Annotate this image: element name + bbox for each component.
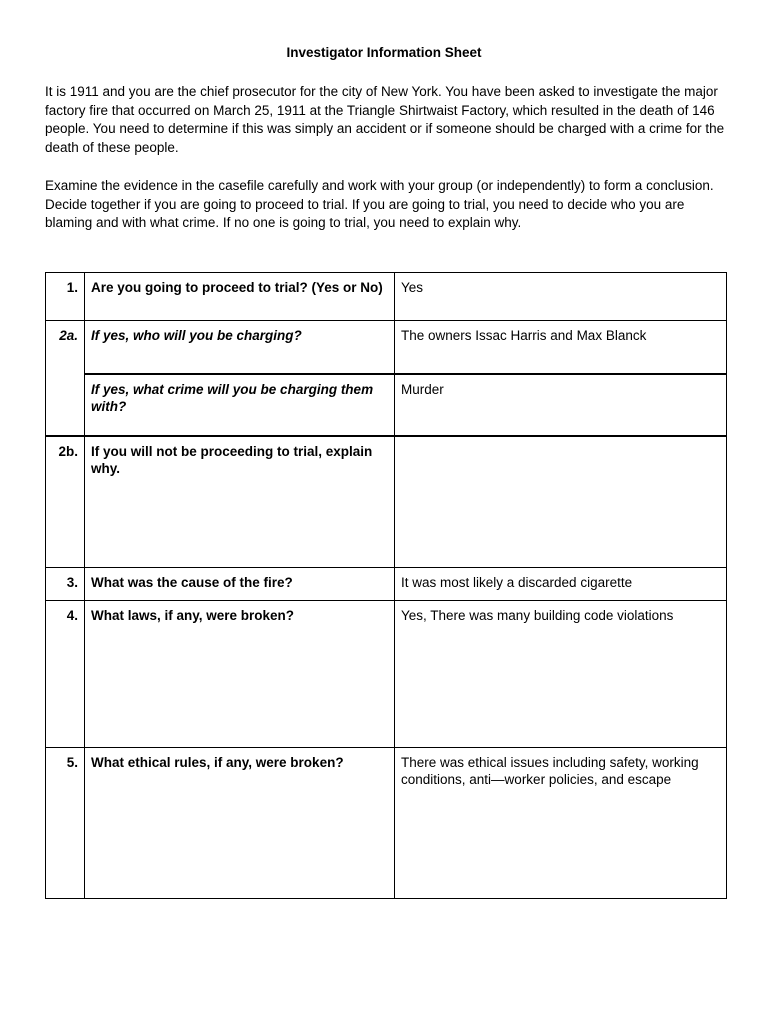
answer-cell[interactable]: Murder bbox=[395, 374, 727, 436]
answer-cell[interactable] bbox=[395, 436, 727, 568]
row-number: 1. bbox=[46, 273, 85, 321]
question-cell: What was the cause of the fire? bbox=[85, 568, 395, 601]
answer-cell[interactable]: The owners Issac Harris and Max Blanck bbox=[395, 321, 727, 374]
instructions-paragraph: Examine the evidence in the casefile carefully and work with your group (or independently) to form a conclusion. Decide together if you are going to proceed to trial. If you are going to trial, you need to decide who you are blaming and with what crime. If no one is going to trial, you need to explain why. bbox=[45, 178, 714, 230]
intro-paragraph: It is 1911 and you are the chief prosecutor for the city of New York. You have been asked to investigate the major factory fire that occurred on March 25, 1911 at the Triangle Shirtwaist Factory, which resulted in the death of 146 people. You need to determine if this was simply an accident or if someone should be charged with a crime for the death of these people. bbox=[45, 84, 725, 155]
row-number bbox=[46, 374, 85, 436]
answer-cell[interactable]: It was most likely a discarded cigarette bbox=[395, 568, 727, 601]
table-row bbox=[46, 321, 727, 374]
row-number: 4. bbox=[46, 601, 85, 748]
question-cell: If yes, who will you be charging? bbox=[85, 321, 395, 374]
answer-cell[interactable]: Yes bbox=[395, 273, 727, 321]
row-number: 3. bbox=[46, 568, 85, 601]
row-number: 5. bbox=[46, 748, 85, 899]
question-cell: What ethical rules, if any, were broken? bbox=[85, 748, 395, 899]
page-title: Investigator Information Sheet bbox=[286, 45, 482, 60]
table-row bbox=[46, 568, 727, 601]
question-cell: If yes, what crime will you be charging them with? bbox=[85, 374, 395, 436]
table-row bbox=[46, 273, 727, 321]
row-number: 2a. bbox=[46, 321, 85, 374]
answer-cell[interactable]: There was ethical issues including safety, working conditions, anti—worker policies, and escape bbox=[395, 748, 727, 899]
investigation-table bbox=[45, 272, 727, 899]
question-cell: Are you going to proceed to trial? (Yes or No) bbox=[85, 273, 395, 321]
table-row bbox=[46, 748, 727, 899]
row-number: 2b. bbox=[46, 436, 85, 568]
table-row bbox=[46, 601, 727, 748]
answer-cell[interactable]: Yes, There was many building code violations bbox=[395, 601, 727, 748]
table-row bbox=[46, 436, 727, 568]
question-cell: If you will not be proceeding to trial, explain why. bbox=[85, 436, 395, 568]
question-cell: What laws, if any, were broken? bbox=[85, 601, 395, 748]
table-row bbox=[46, 374, 727, 436]
